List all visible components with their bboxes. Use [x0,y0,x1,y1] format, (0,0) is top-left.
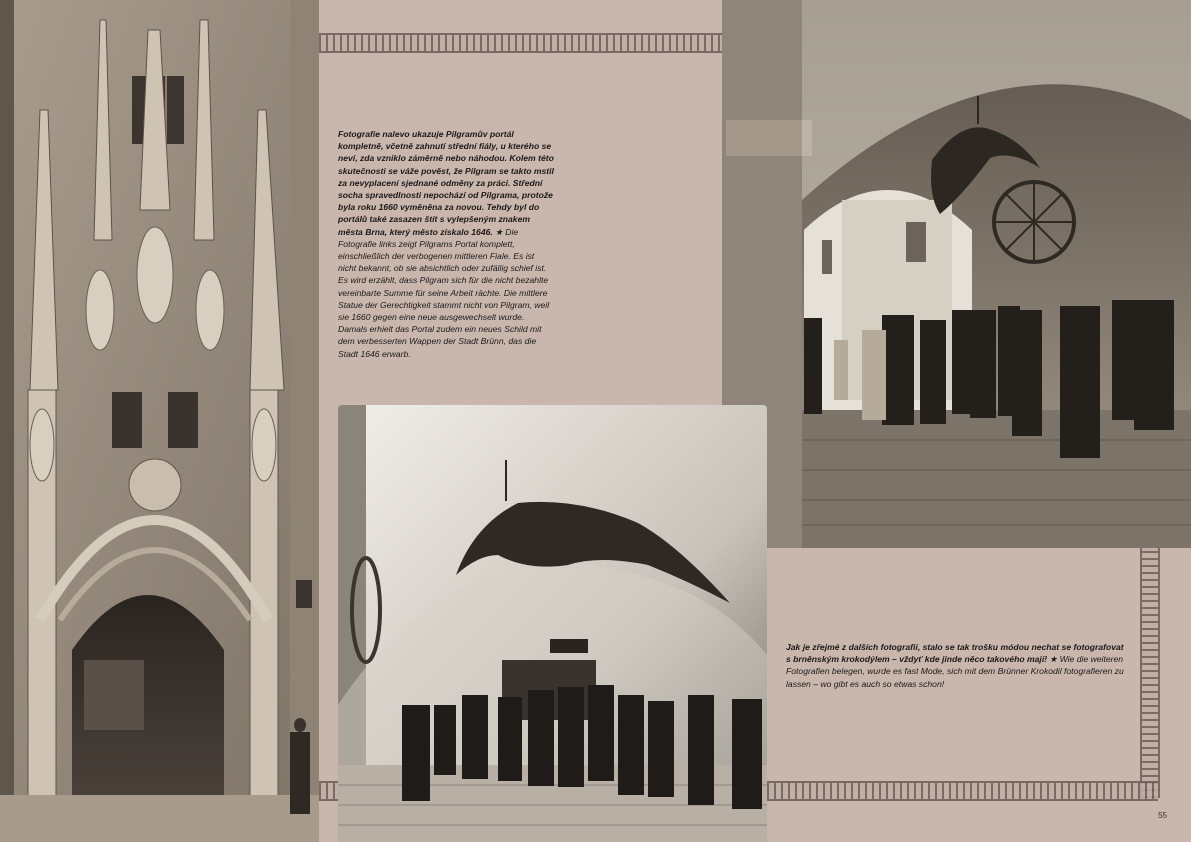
ornament-band-right [1140,548,1160,798]
ornament-band-top [319,33,722,53]
caption-crocodile [786,641,1130,690]
caption-separator: ★ [495,226,503,237]
caption-separator: ★ [1049,654,1058,665]
arch-group-illustration [722,0,1191,548]
gothic-portal-illustration [0,0,319,842]
ornament-band-bottom-left [319,781,338,801]
crocodile-hall-illustration [338,405,767,842]
caption-portal [338,128,554,360]
page-number: 55 [1158,811,1167,820]
photo-arch-group [722,0,1191,548]
caption-portal-german: Die Fotografie links zeigt Pilgrams Portal komplett, einschließlich der verbogenen mittleren Fiale. Es ist nicht bekannt, ob sie absichtlich oder zufällig schief ist. Es wird erzählt, dass Pilgram sich für die nicht bezahlte vereinbarte Summe für seine Arbeit rächte. Die mittlere Statue der Gerechtigkeit stammt nicht von Pilgram, weil sie 1660 gegen eine neue ausgewechselt wurde. Damals erhielt das Portal zudem ein neues Schild mit dem verbesserten Wappen der Stadt Brünn, das die Stadt 1646 erwarb. [338,226,550,359]
caption-crocodile-czech: Jak je zřejmé z dalších fotografií, stalo se tak trošku módou nechat se fotografovat s brněnským krokodýlem – vždyť kde jinde něco takového mají! [786,642,1124,665]
caption-portal-czech: Fotografie nalevo ukazuje Pilgramův portál kompletně, včetně zahnutí střední fiály, u kterého se neví, zda vzniklo záměrně nebo náhodou. Kolem této skutečnosti se váže pověst, že Pilgram se takto mstil za nevyplacení sjednané odměny za práci. Střední socha spravedlnosti nepochází od Pilgrama, protože byla roku 1660 vyměněna za novou. Tehdy byl do portálů také zasazen štít s vylepšeným znakem města Brna, který město získalo 1646. [338,129,554,237]
ornament-band-bottom [767,781,1158,801]
photo-crocodile-hall [338,405,767,842]
caption-crocodile-german: Wie die weiteren Fotografien belegen, wurde es fast Mode, sich mit dem Brünner Krokodil fotografieren zu lassen – wo gibt es auch so etwas schon! [786,654,1124,689]
photo-gothic-portal [0,0,319,842]
